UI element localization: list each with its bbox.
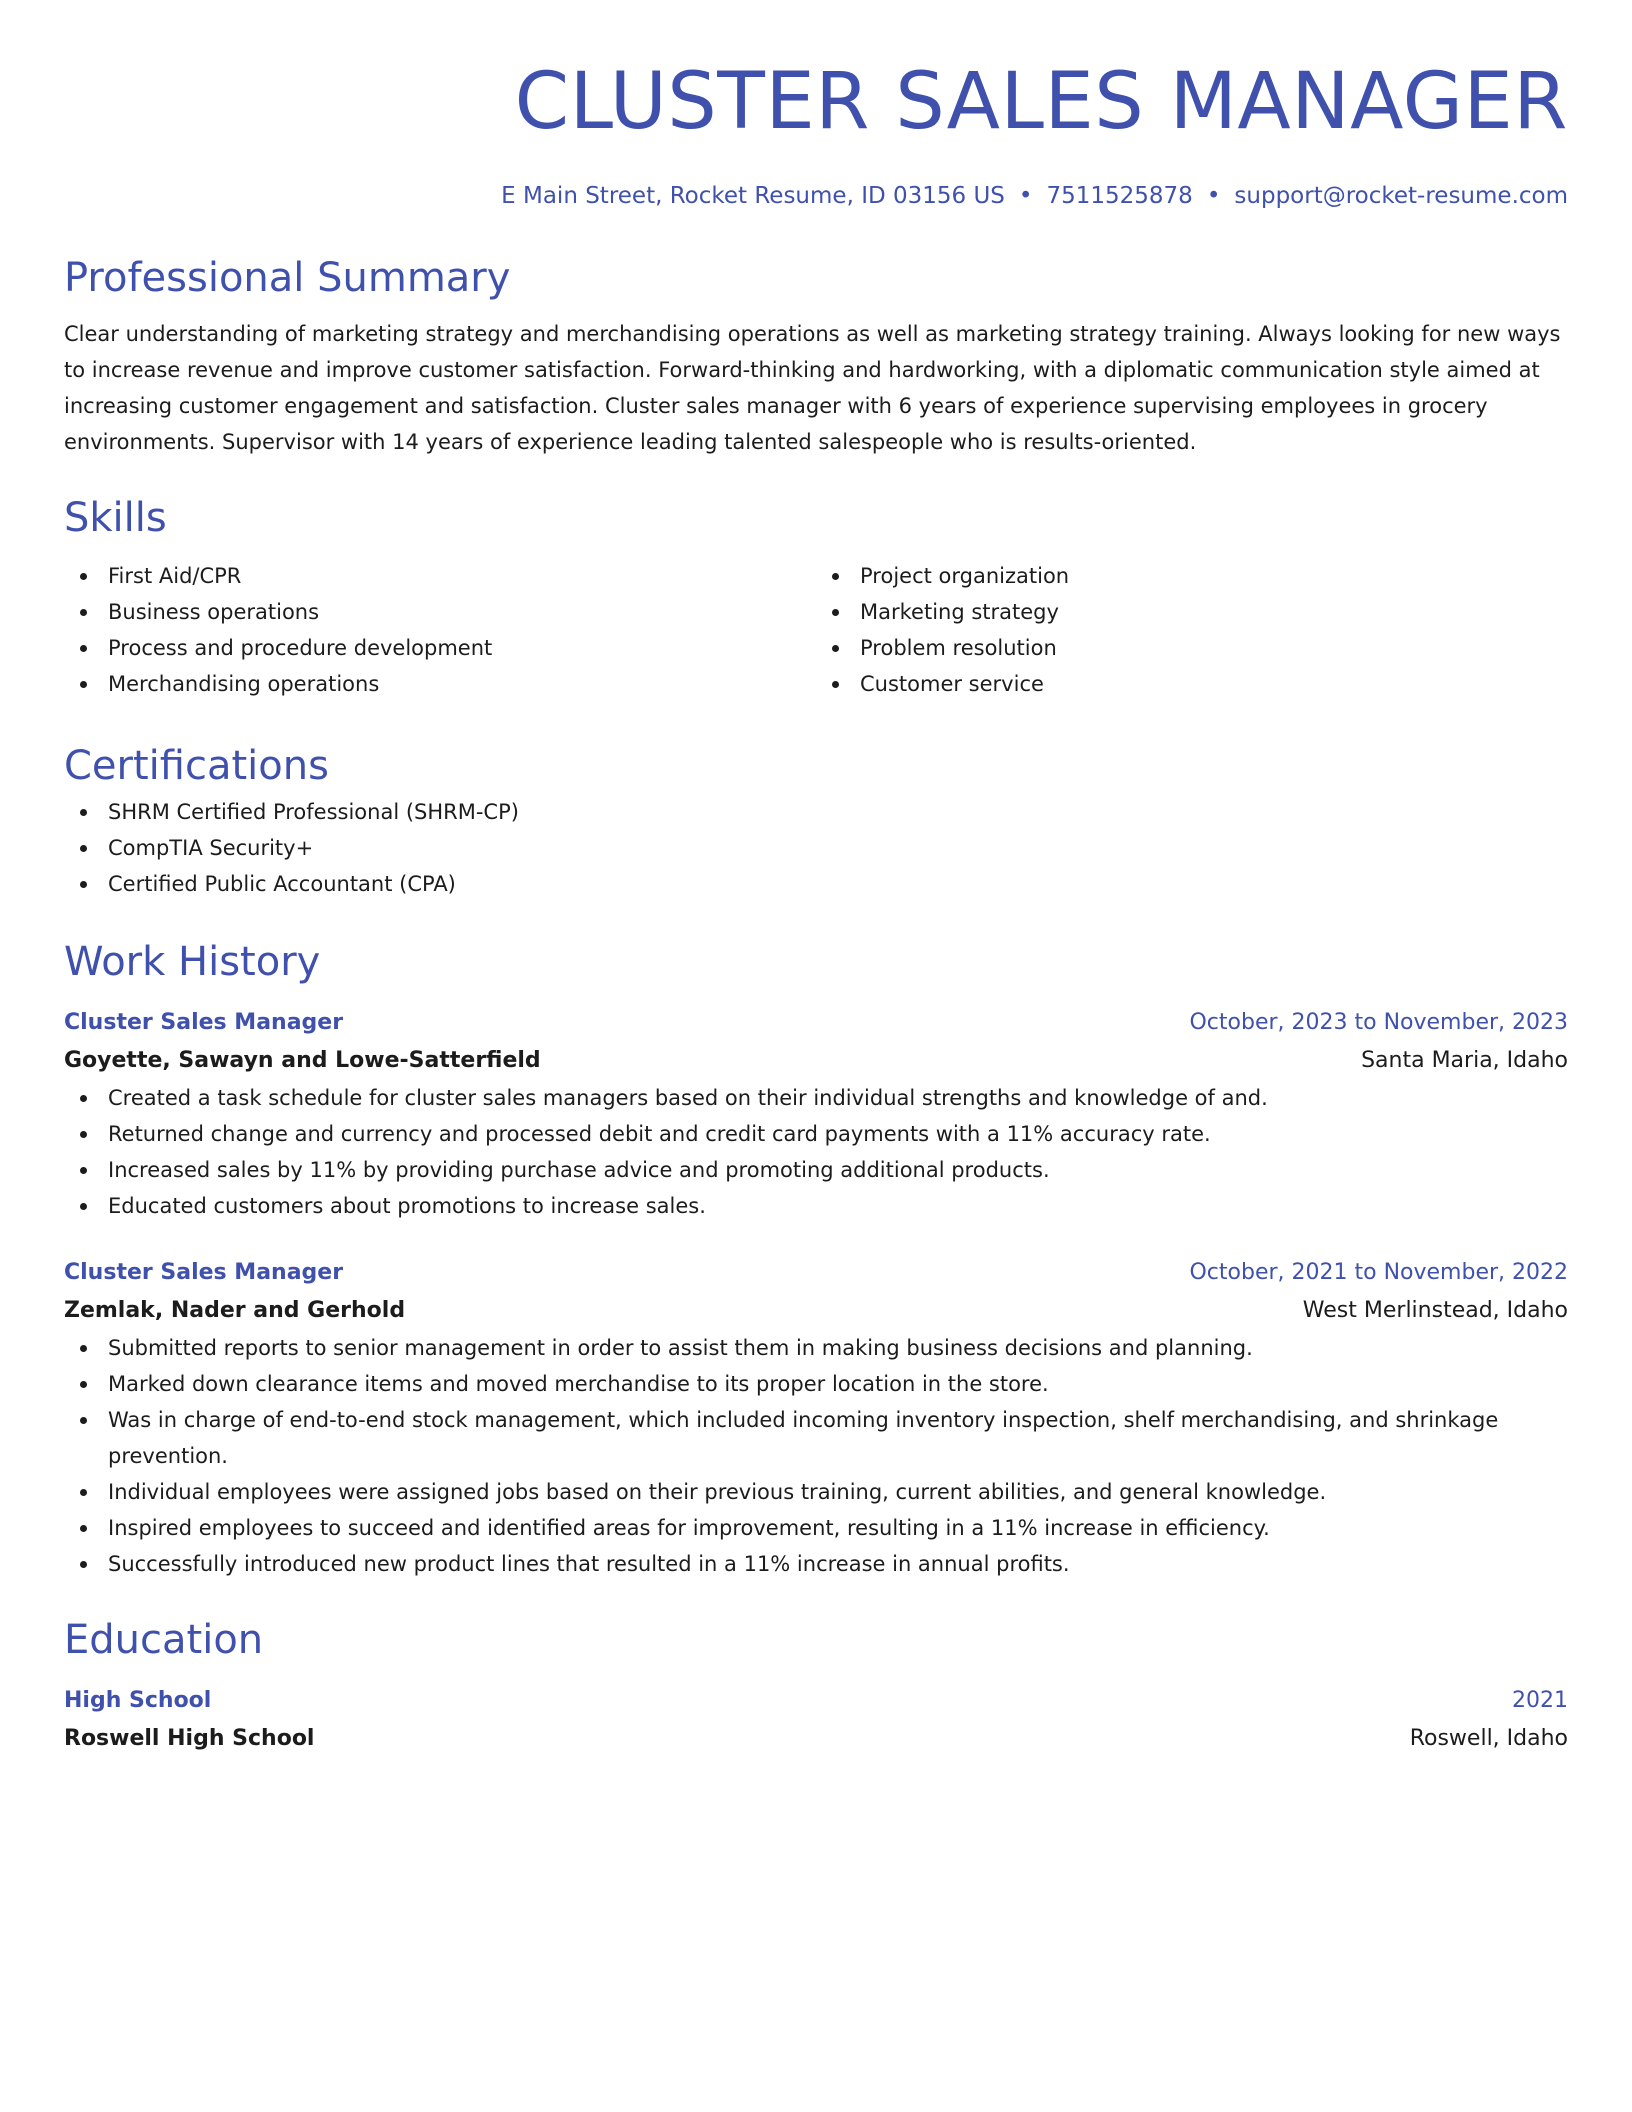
education-heading: Education [64, 1617, 264, 1663]
skill-item: Marketing strategy [816, 594, 1568, 630]
job-dates: October, 2021 to November, 2022 [1189, 1260, 1568, 1285]
job-title-row [64, 1004, 1568, 1042]
skill-item: Customer service [816, 666, 1568, 702]
skills-column-left [64, 558, 816, 702]
contact-line [64, 180, 1568, 212]
skill-item: Merchandising operations [64, 666, 816, 702]
skill-item: First Aid/CPR [64, 558, 816, 594]
certification-item: SHRM Certified Professional (SHRM-CP) [64, 794, 1568, 830]
education-school: Roswell High School [64, 1726, 315, 1751]
skill-item: Problem resolution [816, 630, 1568, 666]
skill-item: Business operations [64, 594, 816, 630]
skills-list [64, 558, 1568, 702]
job-entry [64, 1004, 1568, 1224]
job-company: Zemlak, Nader and Gerhold [64, 1298, 406, 1323]
job-entry [64, 1254, 1568, 1582]
job-title-row [64, 1254, 1568, 1292]
job-company-row [64, 1292, 1568, 1330]
job-company: Goyette, Sawayn and Lowe-Satterfield [64, 1048, 541, 1073]
resume-header [64, 48, 1568, 212]
job-duty: Submitted reports to senior management in order to assist them in making business decisions and planning. [64, 1330, 1568, 1366]
contact-separator: • [1018, 183, 1033, 209]
job-dates: October, 2023 to November, 2023 [1189, 1010, 1568, 1035]
education-year: 2021 [1512, 1688, 1568, 1713]
education-entry [64, 1682, 1568, 1758]
job-duties [64, 1080, 1568, 1224]
skills-heading: Skills [64, 495, 167, 541]
job-duty: Educated customers about promotions to increase sales. [64, 1188, 1568, 1224]
job-duty: Successfully introduced new product lines that resulted in a 11% increase in annual profits. [64, 1546, 1568, 1582]
job-duty: Increased sales by 11% by providing purchase advice and promoting additional products. [64, 1152, 1568, 1188]
education-degree: High School [64, 1688, 212, 1713]
education-location: Roswell, Idaho [1409, 1726, 1568, 1751]
job-duties [64, 1330, 1568, 1582]
summary-heading: Professional Summary [64, 255, 511, 301]
skills-column-right [816, 558, 1568, 702]
contact-phone: 7511525878 [1046, 183, 1193, 209]
education-school-row [64, 1720, 1568, 1758]
skill-item: Process and procedure development [64, 630, 816, 666]
contact-address: E Main Street, Rocket Resume, ID 03156 US [501, 183, 1005, 209]
work-history-heading: Work History [64, 939, 321, 985]
certifications-list [64, 794, 1568, 902]
contact-separator: • [1206, 183, 1221, 209]
job-location: West Merlinstead, Idaho [1302, 1298, 1568, 1323]
job-duty: Was in charge of end-to-end stock management, which included incoming inventory inspection, shelf merchandising, and shrinkage prevention. [64, 1402, 1568, 1474]
job-duty: Created a task schedule for cluster sales managers based on their individual strengths and knowledge of and. [64, 1080, 1568, 1116]
certifications-heading: Certifications [64, 743, 329, 789]
summary-text: Clear understanding of marketing strategy and merchandising operations as well as marketing strategy training. Always looking for new ways to increase revenue and improve customer satisfaction. Forward-thinking and hardworking, with a diplomatic communication style aimed at increasing customer engagement and satisfaction. Cluster sales manager with 6 years of experience supervising employees in grocery environments. Supervisor with 14 years of experience leading talented salespeople who is results-oriented. [64, 322, 1561, 454]
job-role: Cluster Sales Manager [64, 1010, 344, 1035]
skill-item: Project organization [816, 558, 1568, 594]
certification-item: CompTIA Security+ [64, 830, 1568, 866]
resume-name: CLUSTER SALES MANAGER [514, 57, 1568, 147]
certification-item: Certified Public Accountant (CPA) [64, 866, 1568, 902]
job-duty: Inspired employees to succeed and identified areas for improvement, resulting in a 11% increase in efficiency. [64, 1510, 1568, 1546]
job-company-row [64, 1042, 1568, 1080]
job-role: Cluster Sales Manager [64, 1260, 344, 1285]
contact-email: support@rocket-resume.com [1234, 183, 1568, 209]
education-degree-row [64, 1682, 1568, 1720]
job-location: Santa Maria, Idaho [1361, 1048, 1568, 1073]
job-duty: Marked down clearance items and moved merchandise to its proper location in the store. [64, 1366, 1568, 1402]
job-duty: Returned change and currency and processed debit and credit card payments with a 11% accuracy rate. [64, 1116, 1568, 1152]
job-duty: Individual employees were assigned jobs based on their previous training, current abilities, and general knowledge. [64, 1474, 1568, 1510]
